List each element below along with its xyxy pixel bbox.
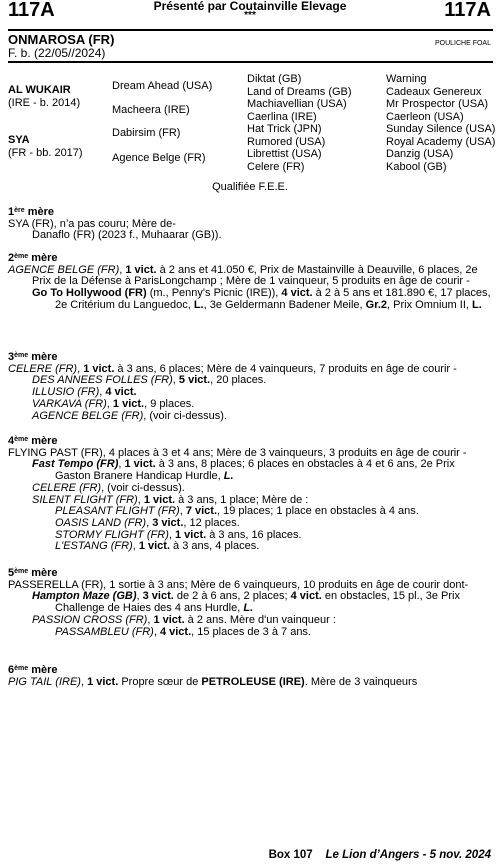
pedigree-gen2-4: Agence Belge (FR)	[112, 152, 206, 164]
section-title: 6ème mère	[8, 664, 58, 676]
pedigree-rule	[8, 61, 493, 63]
produce-paragraph: Hampton Maze (GB), 3 vict. de 2 à 6 ans, 2 places; 4 vict. en obstacles, 15 pl., 3e Prix Challenge de Haies des 4 ans Hurdle, L.	[32, 590, 460, 615]
produce-paragraph: AGENCE BELGE (FR), (voir ci-dessus).	[32, 409, 227, 422]
footer-sale: Le Lion d’Angers - 5 nov. 2024	[325, 849, 491, 861]
section-second-dam	[8, 251, 492, 312]
produce-paragraph: DES ANNEES FOLLES (FR), 5 vict., 20 places.	[32, 374, 267, 387]
stars-rating: ***	[244, 10, 256, 21]
pedigree-gen3-4: Caerlina (IRE)	[247, 110, 317, 123]
pedigree-gen4-3: Mr Prospector (USA)	[386, 98, 489, 110]
lot-number-right: 117A	[444, 0, 491, 21]
section-title: 4ème mère	[8, 435, 58, 447]
presenter-line: Présenté par Coutainville Elevage	[153, 0, 347, 13]
pedigree-gen3-5: Hat Trick (JPN)	[247, 123, 322, 135]
produce-paragraph: PIG TAIL (IRE), 1 vict. Propre sœur de PETROLEUSE (IRE). Mère de 3 vainqueurs	[8, 675, 418, 688]
horse-info: F. b. (22/05//2024)	[8, 46, 106, 60]
pedigree-gen3-7: Librettist (USA)	[247, 148, 322, 160]
section-title: 3ème mère	[8, 351, 58, 363]
pedigree-gen2-2: Macheera (IRE)	[112, 104, 190, 116]
footer-box: Box 107	[268, 849, 313, 861]
dam-name: SYA	[8, 134, 30, 146]
pedigree-gen2-1: Dream Ahead (USA)	[112, 80, 213, 92]
produce-paragraph: ILLUSIO (FR), 4 vict.	[32, 386, 137, 399]
pedigree-gen4-8: Kabool (GB)	[386, 160, 447, 173]
produce-paragraph: STORMY FLIGHT (FR), 1 vict. à 3 ans, 16 places.	[55, 528, 302, 541]
pedigree-gen3-6: Rumored (USA)	[247, 135, 326, 148]
qualification: Qualifiée F.E.E.	[212, 181, 288, 193]
section-sixth-dam	[8, 663, 492, 688]
horse-category: POULICHE FOAL	[434, 40, 491, 47]
lot-number: 117A	[8, 0, 55, 21]
produce-paragraph: Danaflo (FR) (2023 f., Muhaarar (GB)).	[32, 229, 222, 242]
pedigree-gen4-2: Cadeaux Genereux	[386, 85, 482, 98]
pedigree-gen4-6: Royal Academy (USA)	[386, 135, 496, 148]
produce-paragraph: Go To Hollywood (FR) (m., Penny's Picnic (IRE)), 4 vict. à 2 à 5 ans et 181.890 €, 17 places, 2e Critérium du Languedoc, L., 3e Geldermann Badener Meile, Gr.2, Prix Omnium II, L.	[32, 287, 491, 311]
produce-paragraph: SYA (FR), n’a pas couru; Mère de-	[8, 217, 176, 230]
pedigree-gen4-4: Caerleon (USA)	[386, 110, 464, 123]
sire-info: (IRE - b. 2014)	[8, 97, 81, 109]
produce-paragraph: FLYING PAST (FR), 4 places à 3 et 4 ans; Mère de 3 vainqueurs, 3 produits en âge de courir -	[8, 446, 467, 459]
produce-paragraph: SILENT FLIGHT (FR), 1 vict. à 3 ans, 1 place; Mère de :	[32, 493, 309, 506]
sire-name: AL WUKAIR	[8, 84, 71, 96]
produce-paragraph: AGENCE BELGE (FR), 1 vict. à 2 ans et 41.050 €, Prix de Mastainville à Deauville, 6 places, 2e Prix de la Défense à ParisLongchamp ; Mère de 1 vainqueur, 5 produits en âge de courir -	[8, 263, 478, 288]
pedigree-gen3-2: Land of Dreams (GB)	[247, 85, 352, 98]
produce-paragraph: PASSION CROSS (FR), 1 vict. à 2 ans. Mère d'un vainqueur :	[32, 613, 336, 626]
footer	[269, 849, 491, 862]
section-third-dam	[8, 350, 492, 422]
pedigree-gen4-5: Sunday Silence (USA)	[386, 123, 496, 135]
section-title: 5ème mère	[8, 567, 58, 579]
horse-name: ONMAROSA (FR)	[8, 32, 115, 47]
produce-paragraph: L'ESTANG (FR), 1 vict. à 3 ans, 4 places.	[55, 540, 260, 553]
section-first-dam	[8, 205, 492, 242]
dam-info: (FR - bb. 2017)	[8, 147, 83, 159]
pedigree-gen3-1: Diktat (GB)	[247, 73, 302, 85]
section-fourth-dam	[8, 434, 492, 553]
header-rule	[8, 29, 493, 31]
pedigree-gen3-8: Celere (FR)	[247, 160, 305, 173]
pedigree-gen3-3: Machiavellian (USA)	[247, 98, 347, 110]
produce-paragraph: CELERE (FR), (voir ci-dessus).	[32, 481, 185, 494]
section-title: 2ème mère	[8, 252, 58, 264]
section-title: 1ère mère	[8, 206, 54, 218]
produce-paragraph: Fast Tempo (FR), 1 vict. à 3 ans, 8 places; 6 places en obstacles à 4 et 6 ans, 2e Prix Gaston Branere Handicap Hurdle, L.	[32, 458, 455, 483]
produce-paragraph: PASSAMBLEU (FR), 4 vict., 15 places de 3 à 7 ans.	[55, 625, 311, 638]
pedigree-gen4-1: Warning	[386, 73, 427, 85]
pedigree-gen4-7: Danzig (USA)	[386, 148, 454, 160]
produce-paragraph: VARKAVA (FR), 1 vict., 9 places.	[32, 397, 195, 410]
produce-paragraph: PLEASANT FLIGHT (FR), 7 vict., 19 places; 1 place en obstacles à 4 ans.	[55, 505, 419, 518]
produce-paragraph: CELERE (FR), 1 vict. à 3 ans, 6 places; Mère de 4 vainqueurs, 7 produits en âge de courir -	[8, 362, 457, 375]
produce-paragraph: PASSERELLA (FR), 1 sortie à 3 ans; Mère de 6 vainqueurs, 10 produits en âge de courir dont-	[8, 578, 469, 591]
section-fifth-dam	[8, 566, 492, 638]
pedigree-gen2-3: Dabirsim (FR)	[112, 127, 181, 139]
produce-paragraph: OASIS LAND (FR), 3 vict., 12 places.	[55, 516, 240, 529]
